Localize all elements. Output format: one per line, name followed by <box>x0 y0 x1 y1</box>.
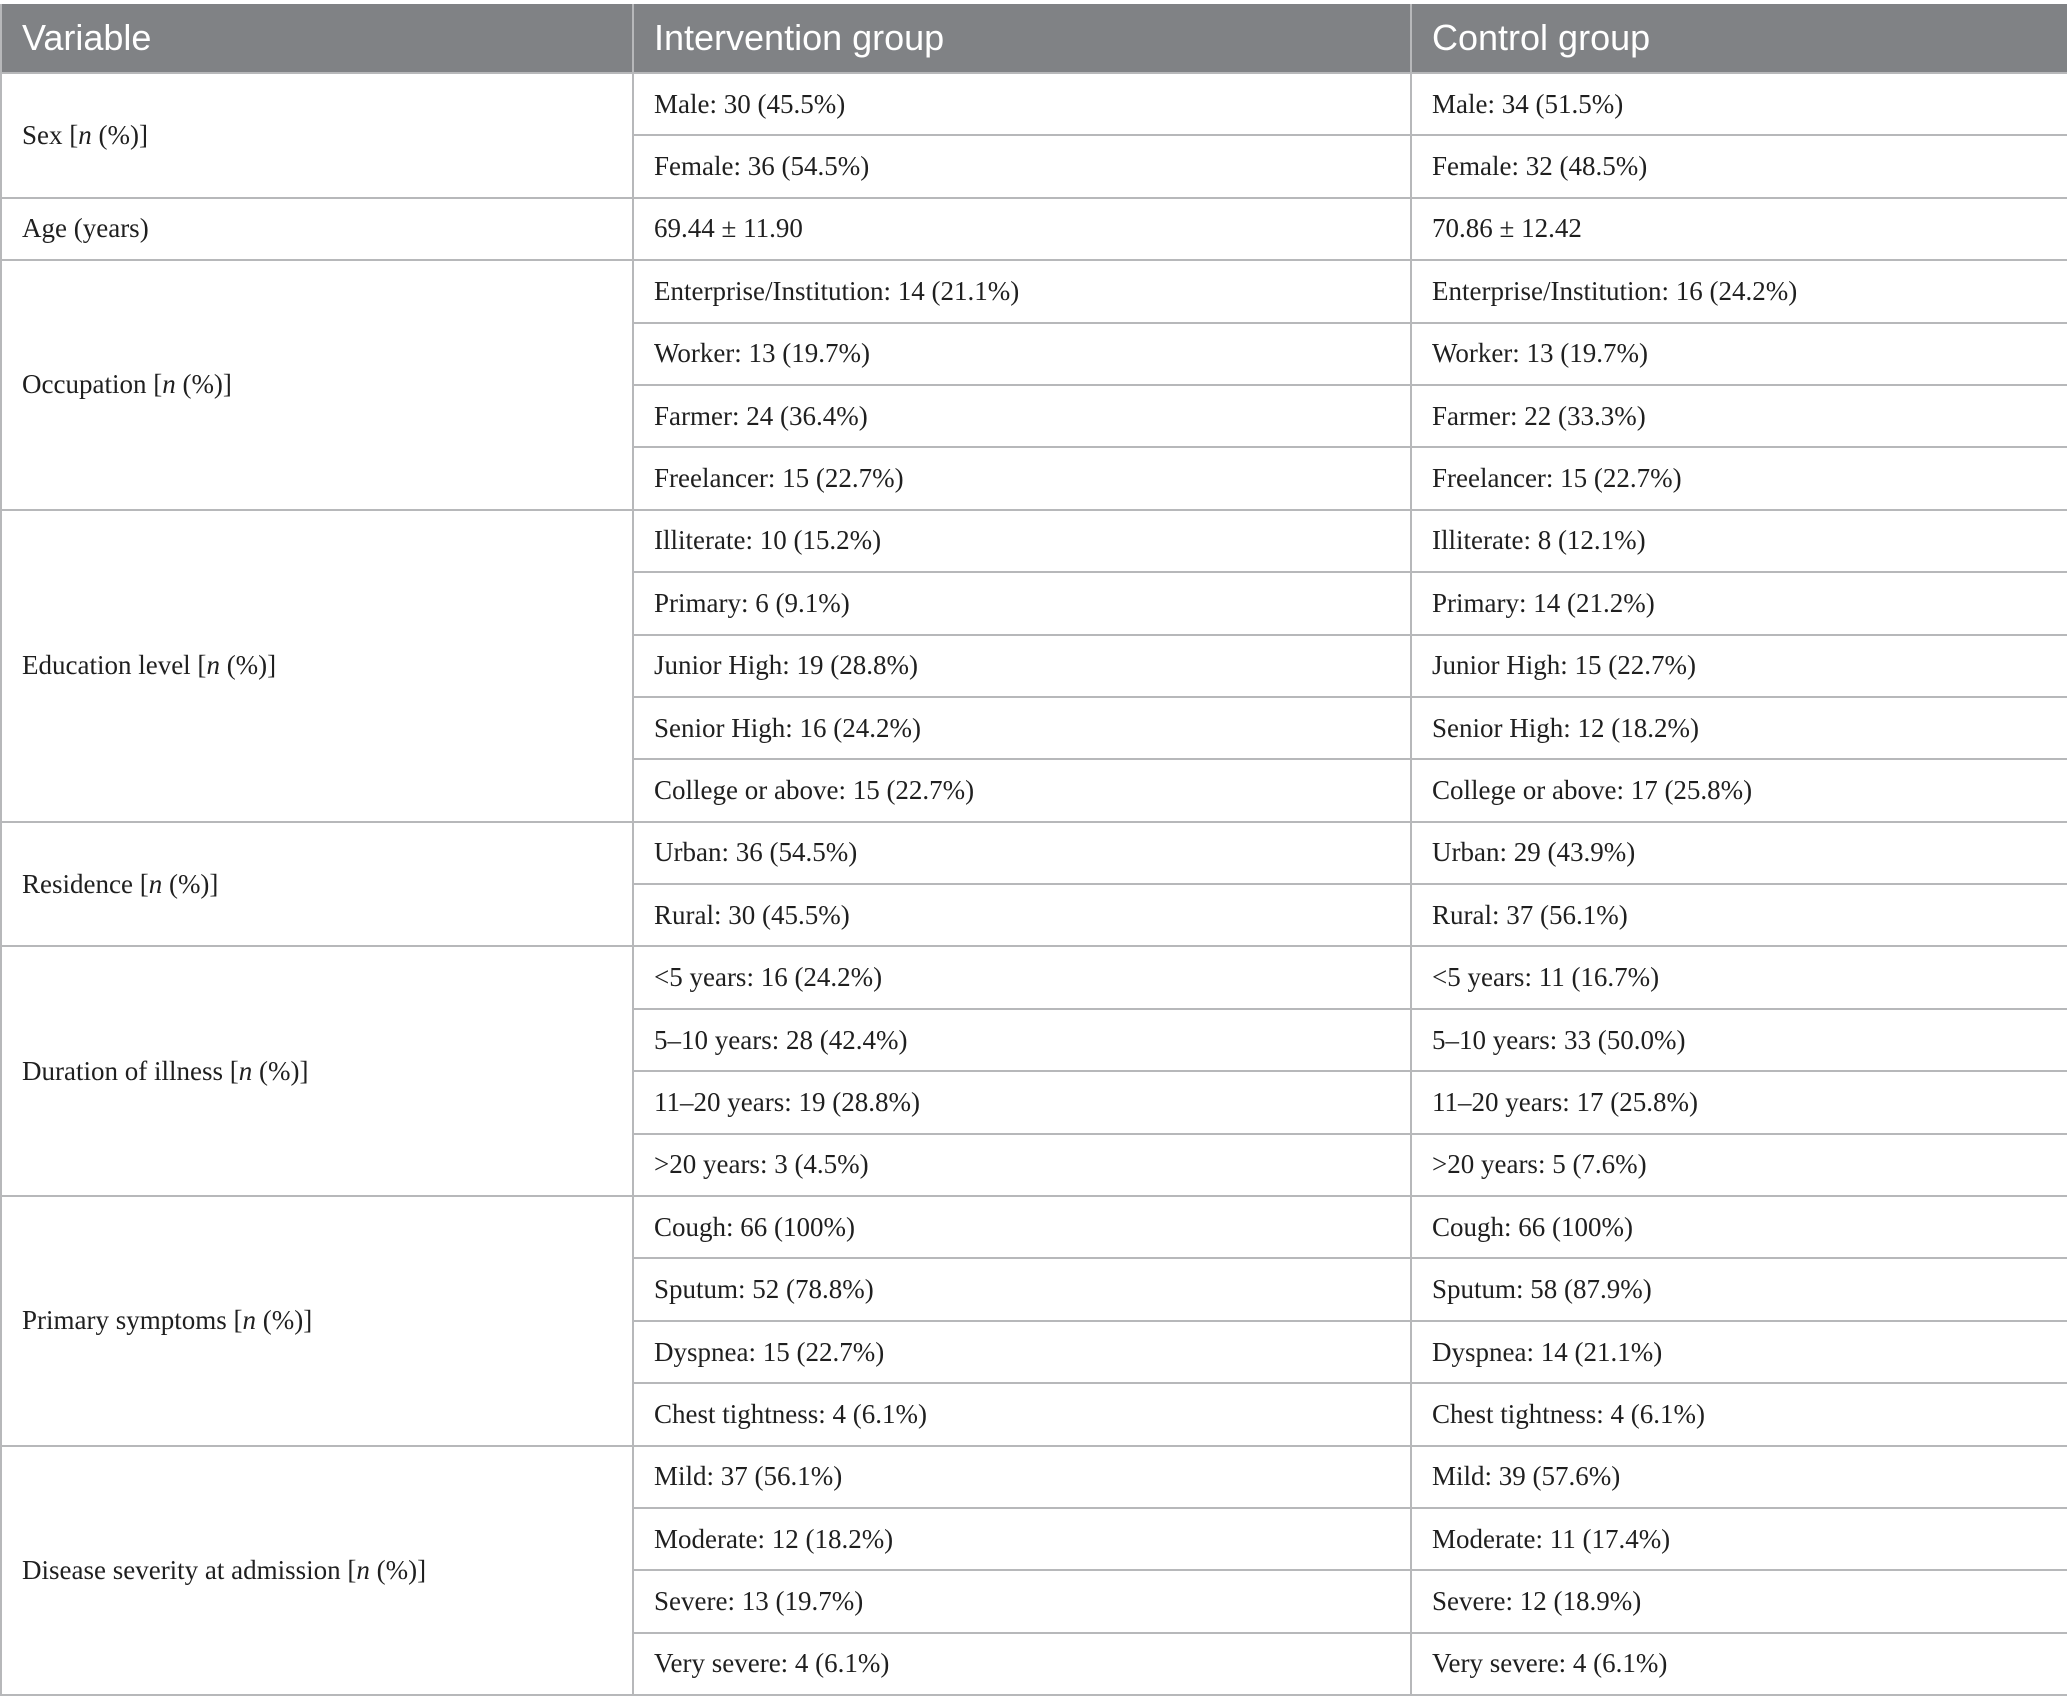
table-row <box>1 1196 2067 1258</box>
control-cell: College or above: 17 (25.8%) <box>1411 759 2067 821</box>
intervention-cell: College or above: 15 (22.7%) <box>633 759 1411 821</box>
intervention-cell: Junior High: 19 (28.8%) <box>633 635 1411 697</box>
control-cell: <5 years: 11 (16.7%) <box>1411 946 2067 1008</box>
control-cell: Sputum: 58 (87.9%) <box>1411 1258 2067 1320</box>
intervention-cell: 69.44 ± 11.90 <box>633 198 1411 260</box>
control-cell: Moderate: 11 (17.4%) <box>1411 1508 2067 1570</box>
control-cell: Urban: 29 (43.9%) <box>1411 822 2067 884</box>
variable-education-level: Education level [n (%)] <box>1 510 633 822</box>
control-cell: Severe: 12 (18.9%) <box>1411 1570 2067 1632</box>
intervention-cell: Moderate: 12 (18.2%) <box>633 1508 1411 1570</box>
intervention-cell: Female: 36 (54.5%) <box>633 135 1411 197</box>
control-cell: Senior High: 12 (18.2%) <box>1411 697 2067 759</box>
intervention-cell: 5–10 years: 28 (42.4%) <box>633 1009 1411 1071</box>
control-cell: Primary: 14 (21.2%) <box>1411 572 2067 634</box>
intervention-cell: Cough: 66 (100%) <box>633 1196 1411 1258</box>
variable-age: Age (years) <box>1 198 633 260</box>
control-cell: Junior High: 15 (22.7%) <box>1411 635 2067 697</box>
control-cell: 70.86 ± 12.42 <box>1411 198 2067 260</box>
intervention-cell: Chest tightness: 4 (6.1%) <box>633 1383 1411 1445</box>
header-intervention-group: Intervention group <box>633 4 1411 73</box>
intervention-cell: Senior High: 16 (24.2%) <box>633 697 1411 759</box>
control-cell: Male: 34 (51.5%) <box>1411 73 2067 135</box>
variable-disease-severity: Disease severity at admission [n (%)] <box>1 1446 633 1696</box>
intervention-cell: Dyspnea: 15 (22.7%) <box>633 1321 1411 1383</box>
table-row <box>1 946 2067 1008</box>
intervention-cell: Illiterate: 10 (15.2%) <box>633 510 1411 572</box>
control-cell: >20 years: 5 (7.6%) <box>1411 1134 2067 1196</box>
control-cell: Farmer: 22 (33.3%) <box>1411 385 2067 447</box>
variable-primary-symptoms: Primary symptoms [n (%)] <box>1 1196 633 1446</box>
intervention-cell: 11–20 years: 19 (28.8%) <box>633 1071 1411 1133</box>
intervention-cell: Urban: 36 (54.5%) <box>633 822 1411 884</box>
header-control-group: Control group <box>1411 4 2067 73</box>
table-row <box>1 198 2067 260</box>
control-cell: Enterprise/Institution: 16 (24.2%) <box>1411 260 2067 322</box>
control-cell: Female: 32 (48.5%) <box>1411 135 2067 197</box>
table-body <box>1 73 2067 1695</box>
table-row <box>1 73 2067 135</box>
variable-duration-of-illness: Duration of illness [n (%)] <box>1 946 633 1196</box>
control-cell: Cough: 66 (100%) <box>1411 1196 2067 1258</box>
control-cell: Dyspnea: 14 (21.1%) <box>1411 1321 2067 1383</box>
intervention-cell: Mild: 37 (56.1%) <box>633 1446 1411 1508</box>
intervention-cell: >20 years: 3 (4.5%) <box>633 1134 1411 1196</box>
control-cell: Illiterate: 8 (12.1%) <box>1411 510 2067 572</box>
intervention-cell: Enterprise/Institution: 14 (21.1%) <box>633 260 1411 322</box>
intervention-cell: Very severe: 4 (6.1%) <box>633 1633 1411 1695</box>
table-row <box>1 1446 2067 1508</box>
control-cell: Chest tightness: 4 (6.1%) <box>1411 1383 2067 1445</box>
control-cell: Freelancer: 15 (22.7%) <box>1411 447 2067 509</box>
table-row <box>1 822 2067 884</box>
header-row <box>1 4 2067 73</box>
intervention-cell: Freelancer: 15 (22.7%) <box>633 447 1411 509</box>
intervention-cell: Primary: 6 (9.1%) <box>633 572 1411 634</box>
table-header <box>1 4 2067 73</box>
baseline-characteristics-table <box>0 4 2067 1696</box>
intervention-cell: Worker: 13 (19.7%) <box>633 323 1411 385</box>
control-cell: Very severe: 4 (6.1%) <box>1411 1633 2067 1695</box>
variable-sex: Sex [n (%)] <box>1 73 633 198</box>
variable-occupation: Occupation [n (%)] <box>1 260 633 510</box>
variable-residence: Residence [n (%)] <box>1 822 633 947</box>
control-cell: Worker: 13 (19.7%) <box>1411 323 2067 385</box>
table-row <box>1 510 2067 572</box>
control-cell: Rural: 37 (56.1%) <box>1411 884 2067 946</box>
intervention-cell: Severe: 13 (19.7%) <box>633 1570 1411 1632</box>
intervention-cell: Sputum: 52 (78.8%) <box>633 1258 1411 1320</box>
intervention-cell: Rural: 30 (45.5%) <box>633 884 1411 946</box>
control-cell: Mild: 39 (57.6%) <box>1411 1446 2067 1508</box>
intervention-cell: Farmer: 24 (36.4%) <box>633 385 1411 447</box>
baseline-table-container <box>0 4 2067 1696</box>
table-row <box>1 260 2067 322</box>
intervention-cell: <5 years: 16 (24.2%) <box>633 946 1411 1008</box>
control-cell: 11–20 years: 17 (25.8%) <box>1411 1071 2067 1133</box>
control-cell: 5–10 years: 33 (50.0%) <box>1411 1009 2067 1071</box>
header-variable: Variable <box>1 4 633 73</box>
intervention-cell: Male: 30 (45.5%) <box>633 73 1411 135</box>
